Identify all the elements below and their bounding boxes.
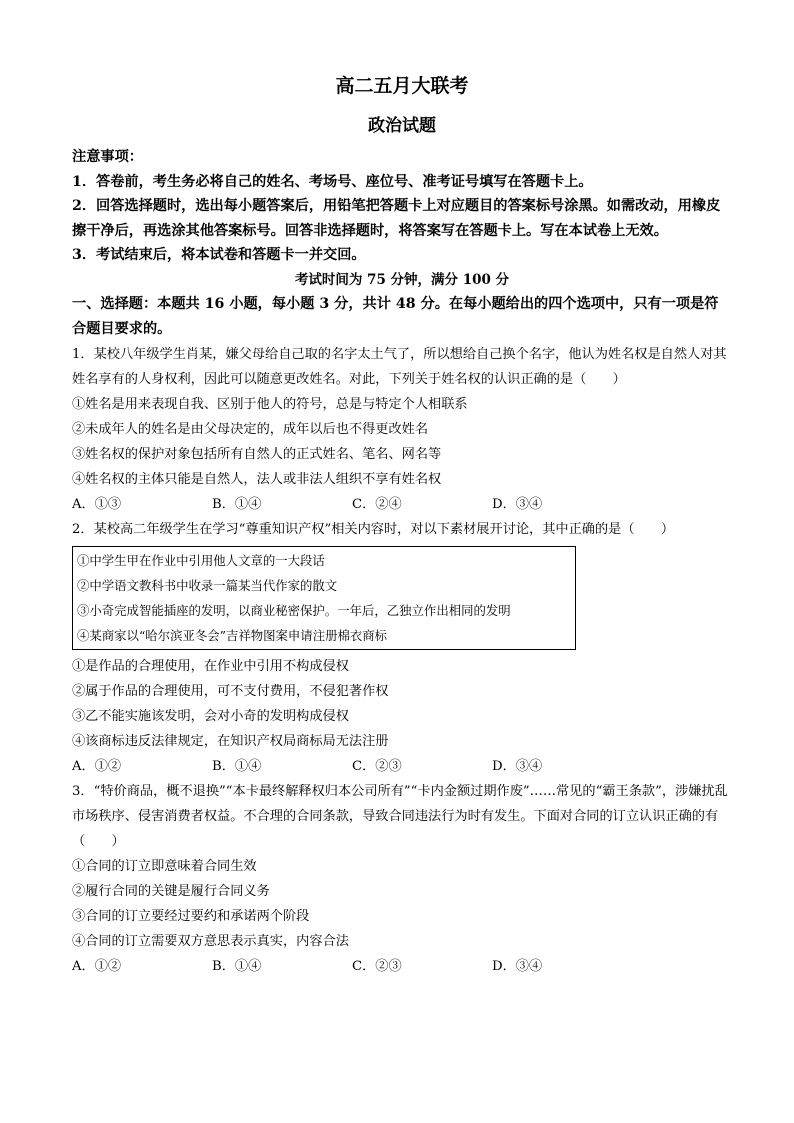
- choice-b: B．①④: [212, 759, 262, 774]
- exam-info: 考试时间为 75 分钟，满分 100 分: [294, 271, 510, 288]
- exam-title: 高二五月大联考: [335, 75, 469, 97]
- statement-option: ②属于作品的合理使用，可不支付费用，不侵犯著作权: [72, 684, 389, 699]
- question-3: [72, 779, 732, 979]
- statement-option: ②履行合同的关键是履行合同义务: [72, 884, 270, 899]
- answer-choices: [72, 954, 732, 979]
- question-2: [72, 517, 732, 779]
- material-box: [72, 546, 576, 650]
- statement-option: ④姓名权的主体只能是自然人，法人或非法人组织不享有姓名权: [72, 472, 442, 487]
- statement-option: ①是作品的合理使用，在作业中引用不构成侵权: [72, 659, 349, 674]
- material-item: ①中学生甲在作业中引用他人文章的一大段话: [77, 553, 325, 568]
- statement-option: ①姓名是用来表现自我、区别于他人的符号，总是与特定个人相联系: [72, 397, 468, 412]
- statement-option: ①合同的订立即意味着合同生效: [72, 859, 257, 874]
- choice-a: A．①③: [72, 497, 122, 512]
- choice-a: A．①②: [72, 959, 122, 974]
- choice-c: C．②③: [352, 759, 402, 774]
- question-1: [72, 342, 732, 517]
- notice-item: 1．答卷前，考生务必将自己的姓名、考场号、座位号、准考证号填写在答题卡上。: [72, 173, 593, 190]
- notice-item: 3．考试结束后，将本试卷和答题卡一并交回。: [72, 247, 366, 263]
- question-stem: 3．“特价商品，概不退换”“本卡最终解释权归本公司所有”“卡内金额过期作废”……常见的“霸王条款”，涉嫌扰乱市场秩序、侵害消费者权益。不合理的合同条款，导致合同违法行为时有发生。下面对合同的订立认识正确的有（ ）: [72, 784, 728, 849]
- statement-option: ③乙不能实施该发明，会对小奇的发明构成侵权: [72, 709, 349, 724]
- notice-item: 2．回答选择题时，选出每小题答案后，用铅笔把答题卡上对应题目的答案标号涂黑。如需改动，用橡皮擦干净后，再选涂其他答案标号。回答非选择题时，将答案写在答题卡上。写在本试卷上无效。: [72, 198, 721, 239]
- statement-option: ④该商标违反法律规定，在知识产权局商标局无法注册: [72, 734, 389, 749]
- statement-option: ③姓名权的保护对象包括所有自然人的正式姓名、笔名、网名等: [72, 447, 442, 462]
- statement-option: ③合同的订立要经过要约和承诺两个阶段: [72, 909, 310, 924]
- material-item: ④某商家以“哈尔滨亚冬会”吉祥物图案申请注册棉衣商标: [77, 628, 388, 643]
- statement-option: ②未成年人的姓名是由父母决定的，成年以后也不得更改姓名: [72, 422, 429, 437]
- material-item: ③小奇完成智能插座的发明，以商业秘密保护。一年后，乙独立作出相同的发明: [77, 603, 511, 618]
- choice-c: C．②③: [352, 959, 402, 974]
- question-stem: 1．某校八年级学生肖某，嫌父母给自己取的名字太土气了，所以想给自己换个名字，他认为姓名权是自然人对其姓名享有的人身权利，因此可以随意更改姓名。对此，下列关于姓名权的认识正确的是（ ）: [72, 347, 727, 387]
- exam-page: [72, 64, 732, 979]
- notice-heading: 注意事项：: [72, 149, 143, 165]
- choice-c: C．②④: [352, 497, 402, 512]
- answer-choices: [72, 754, 732, 779]
- choice-b: B．①④: [212, 497, 262, 512]
- choice-d: D．③④: [492, 759, 543, 774]
- choice-d: D．③④: [492, 497, 543, 512]
- material-item: ②中学语文教科书中收录一篇某当代作家的散文: [77, 578, 338, 593]
- notice-section: [72, 145, 732, 268]
- section-heading: 一、选择题：本题共 16 小题，每小题 3 分，共计 48 分。在每小题给出的四个选项中，只有一项是符合题目要求的。: [72, 296, 719, 337]
- choice-b: B．①④: [212, 959, 262, 974]
- statement-option: ④合同的订立需要双方意思表示真实，内容合法: [72, 934, 349, 949]
- choice-d: D．③④: [492, 959, 543, 974]
- choice-a: A．①②: [72, 759, 122, 774]
- answer-choices: [72, 492, 732, 517]
- question-stem: 2．某校高二年级学生在学习“尊重知识产权”相关内容时，对以下素材展开讨论，其中正确的是（ ）: [72, 522, 675, 537]
- exam-subject: 政治试题: [368, 116, 436, 136]
